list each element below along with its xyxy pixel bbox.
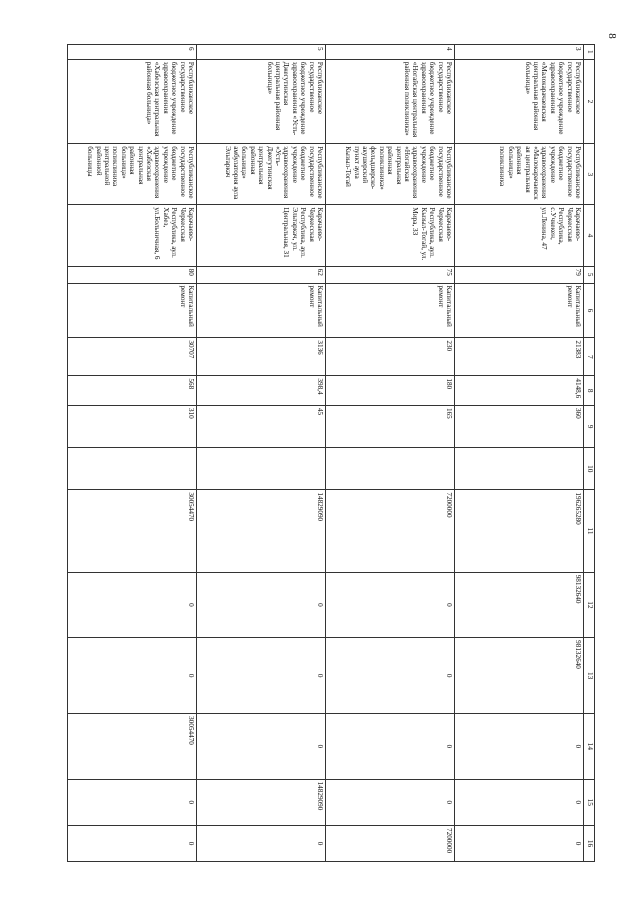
cell-13: 0 bbox=[197, 638, 326, 714]
cell-9: 310 bbox=[68, 405, 197, 447]
column-header: 14 bbox=[584, 714, 595, 779]
cell-10 bbox=[197, 448, 326, 490]
cell-12: 0 bbox=[68, 572, 197, 637]
column-header: 8 bbox=[584, 376, 595, 406]
cell-14: 0 bbox=[455, 714, 584, 779]
cell-9: 360 bbox=[455, 405, 584, 447]
column-header: 10 bbox=[584, 448, 595, 490]
cell-11: 14829090 bbox=[197, 490, 326, 572]
cell-15: 0 bbox=[326, 779, 455, 825]
cell-13: 0 bbox=[326, 638, 455, 714]
column-header: 4 bbox=[584, 205, 595, 266]
address: Карачаево-Черкесская Республика, аул. Кызыл-Тогай, ул. Мира, 33 bbox=[326, 205, 455, 266]
cell-5: 79 bbox=[455, 266, 584, 283]
institution-name: Республиканское государственное бюджетное учреждение здравоохранения «Хабезская центральная районная больница» bbox=[68, 59, 197, 143]
column-header: 9 bbox=[584, 405, 595, 447]
cell-11: 30054470 bbox=[68, 490, 197, 572]
cell-16: 7200000 bbox=[326, 826, 455, 862]
institution-name: Республиканское государственное бюджетное учреждение здравоохранения «Малокарачаевская центральная районная больница» bbox=[455, 59, 584, 143]
cell-16: 0 bbox=[68, 826, 197, 862]
data-table bbox=[67, 44, 595, 862]
cell-10 bbox=[68, 448, 197, 490]
cell-10 bbox=[326, 448, 455, 490]
cell-8: 568 bbox=[68, 376, 197, 406]
branch-name: Республиканское государственное бюджетное учреждение здравоохранения «Малокарачаевская центральная районная больница» поликлиника bbox=[455, 144, 584, 205]
cell-7: 30707 bbox=[68, 338, 197, 376]
cell-5: 75 bbox=[326, 266, 455, 283]
row-number: 3 bbox=[455, 45, 584, 60]
table-row bbox=[197, 45, 326, 862]
address: Карачаево-Черкесская Республика, аул. Хабез, ул.Больничная, 6 bbox=[68, 205, 197, 266]
cell-7: 230 bbox=[326, 338, 455, 376]
page-number: 8 bbox=[605, 33, 618, 39]
table-row bbox=[455, 45, 584, 862]
rotated-table-wrapper bbox=[60, 44, 595, 862]
cell-8: 180 bbox=[326, 376, 455, 406]
column-header: 15 bbox=[584, 779, 595, 825]
column-header: 3 bbox=[584, 144, 595, 205]
work-type: Капитальный ремонт bbox=[455, 283, 584, 338]
cell-13: 98132640 bbox=[455, 638, 584, 714]
column-header: 11 bbox=[584, 490, 595, 572]
cell-15: 0 bbox=[68, 779, 197, 825]
cell-7: 21383 bbox=[455, 338, 584, 376]
column-header: 13 bbox=[584, 638, 595, 714]
row-number: 4 bbox=[326, 45, 455, 60]
cell-15: 14829090 bbox=[197, 779, 326, 825]
work-type: Капитальный ремонт bbox=[197, 283, 326, 338]
cell-14: 0 bbox=[326, 714, 455, 779]
work-type: Капитальный ремонт bbox=[326, 283, 455, 338]
column-header: 7 bbox=[584, 338, 595, 376]
institution-name: Республиканское государственное бюджетное учреждение здравоохранения «Усть-Джегутинская центральная районная больница» bbox=[197, 59, 326, 143]
cell-14: 0 bbox=[197, 714, 326, 779]
cell-13: 0 bbox=[68, 638, 197, 714]
column-header: 6 bbox=[584, 283, 595, 338]
cell-11: 7200000 bbox=[326, 490, 455, 572]
cell-14: 30054470 bbox=[68, 714, 197, 779]
row-number: 5 bbox=[197, 45, 326, 60]
cell-16: 0 bbox=[197, 826, 326, 862]
cell-8: 398,4 bbox=[197, 376, 326, 406]
cell-5: 62 bbox=[197, 266, 326, 283]
cell-16: 0 bbox=[455, 826, 584, 862]
table-row bbox=[68, 45, 197, 862]
column-header: 12 bbox=[584, 572, 595, 637]
address: Карачаево-Черкесская Республика, с.Учкекен, ул.Ленина, 47 bbox=[455, 205, 584, 266]
cell-7: 3136 bbox=[197, 338, 326, 376]
cell-12: 0 bbox=[326, 572, 455, 637]
cell-12: 0 bbox=[197, 572, 326, 637]
cell-12: 98132640 bbox=[455, 572, 584, 637]
row-number: 6 bbox=[68, 45, 197, 60]
cell-11: 196265280 bbox=[455, 490, 584, 572]
column-header: 2 bbox=[584, 59, 595, 143]
institution-name: Республиканское государственное бюджетное учреждение здравоохранения «Ногайская центральная районная поликлиника» bbox=[326, 59, 455, 143]
cell-15: 0 bbox=[455, 779, 584, 825]
column-header: 1 bbox=[584, 45, 595, 60]
header-row bbox=[584, 45, 595, 862]
column-header: 16 bbox=[584, 826, 595, 862]
work-type: Капитальный ремонт bbox=[68, 283, 197, 338]
cell-5: 80 bbox=[68, 266, 197, 283]
address: Карачаево-Черкесская Республика, аул. Эльтаркач, ул. Центральная, 31 bbox=[197, 205, 326, 266]
table-row bbox=[326, 45, 455, 862]
column-header: 5 bbox=[584, 266, 595, 283]
branch-name: Республиканское государственное бюджетное учреждение здравоохранения «Ногайская центральная районная поликлиника» фельдшерско-акушерский пункт аула Кызыл-Тогай bbox=[326, 144, 455, 205]
cell-10 bbox=[455, 448, 584, 490]
cell-8: 4148,6 bbox=[455, 376, 584, 406]
branch-name: Республиканское государственное бюджетное учреждение здравоохранения «Усть-Джегутинская центральная районная больница» амбулатория аула Эльтаркач bbox=[197, 144, 326, 205]
cell-9: 165 bbox=[326, 405, 455, 447]
cell-9: 45 bbox=[197, 405, 326, 447]
branch-name: Республиканское государственное бюджетное учреждение здравоохранения «Хабезская центральная районная больница» поликлиника центральной районной больницы bbox=[68, 144, 197, 205]
